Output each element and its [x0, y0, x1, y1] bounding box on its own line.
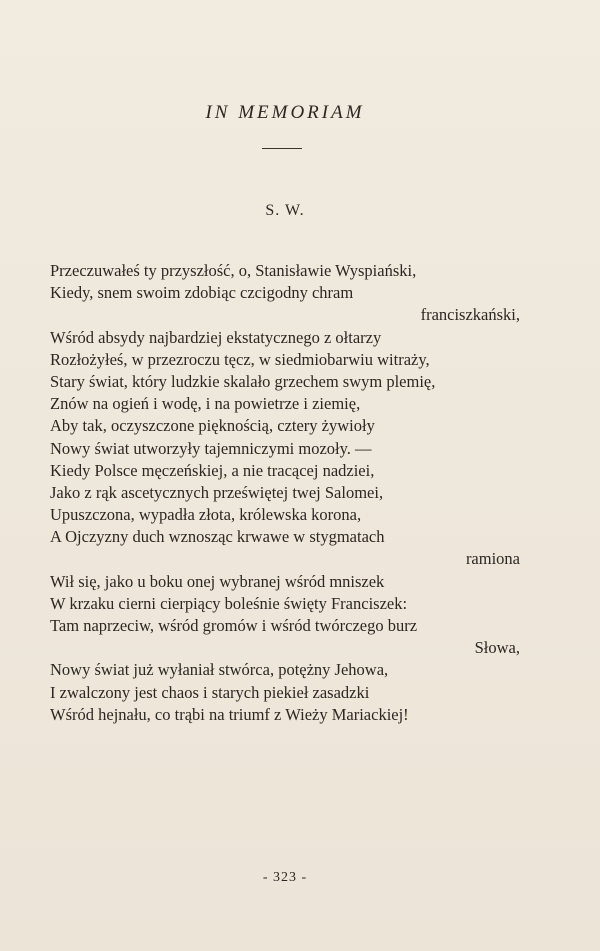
poem-line: Rozłożyłeś, w przezroczu tęcz, w siedmiobarwiu witraży,: [50, 349, 430, 369]
page-number: - 323 -: [262, 870, 308, 885]
poem-line: Znów na ogień i wodę, i na powietrze i ziemię,: [50, 394, 361, 414]
poem-line: Upuszczona, wypadła złota, królewska korona,: [50, 505, 362, 525]
poem-line: Tam naprzeciw, wśród gromów i wśród twórczego burz: [50, 616, 418, 635]
poem-line: W krzaku cierni cierpiący boleśnie święty Franciszek:: [50, 593, 408, 613]
poem-line: Słowa,: [474, 638, 520, 658]
poem-line: Nowy świat utworzyły tajemniczymi mozoły. —: [50, 438, 372, 458]
poem-line: ramiona: [465, 549, 520, 569]
poem-title: IN MEMORIAM: [205, 102, 365, 123]
poem-line: Jako z rąk ascetycznych przeświętej twej Salomei,: [50, 482, 384, 502]
poem-line: Wśród absydy najbardziej ekstatycznego z ołtarzy: [50, 327, 382, 347]
poem-body: [50, 260, 520, 726]
poem-line: Kiedy, snem swoim zdobiąc czcigodny chram: [50, 283, 354, 303]
poem-line: Aby tak, oczyszczone pięknością, cztery żywioły: [50, 416, 375, 436]
dedication: S. W.: [265, 202, 305, 219]
poem-line: franciszkański,: [420, 305, 520, 325]
poem-line: Przeczuwałeś ty przyszłość, o, Stanisławie Wyspiański,: [50, 261, 417, 280]
title-divider: [262, 148, 302, 149]
poem-line: I zwalczony jest chaos i starych piekieł zasadzki: [50, 682, 370, 702]
poem-line: Nowy świat już wyłaniał stwórca, potężny Jehowa,: [50, 660, 389, 680]
poem-line: A Ojczyzny duch wznosząc krwawe w stygmatach: [50, 527, 385, 547]
poem-line: Kiedy Polsce męczeńskiej, a nie tracącej nadziei,: [50, 460, 375, 480]
poem-line: Stary świat, który ludzkie skalało grzechem swym plemię,: [50, 371, 436, 391]
poem-line: Wił się, jako u boku onej wybranej wśród mniszek: [50, 571, 385, 591]
poem-line: Wśród hejnału, co trąbi na triumf z Wieży Mariackiej!: [50, 704, 409, 724]
